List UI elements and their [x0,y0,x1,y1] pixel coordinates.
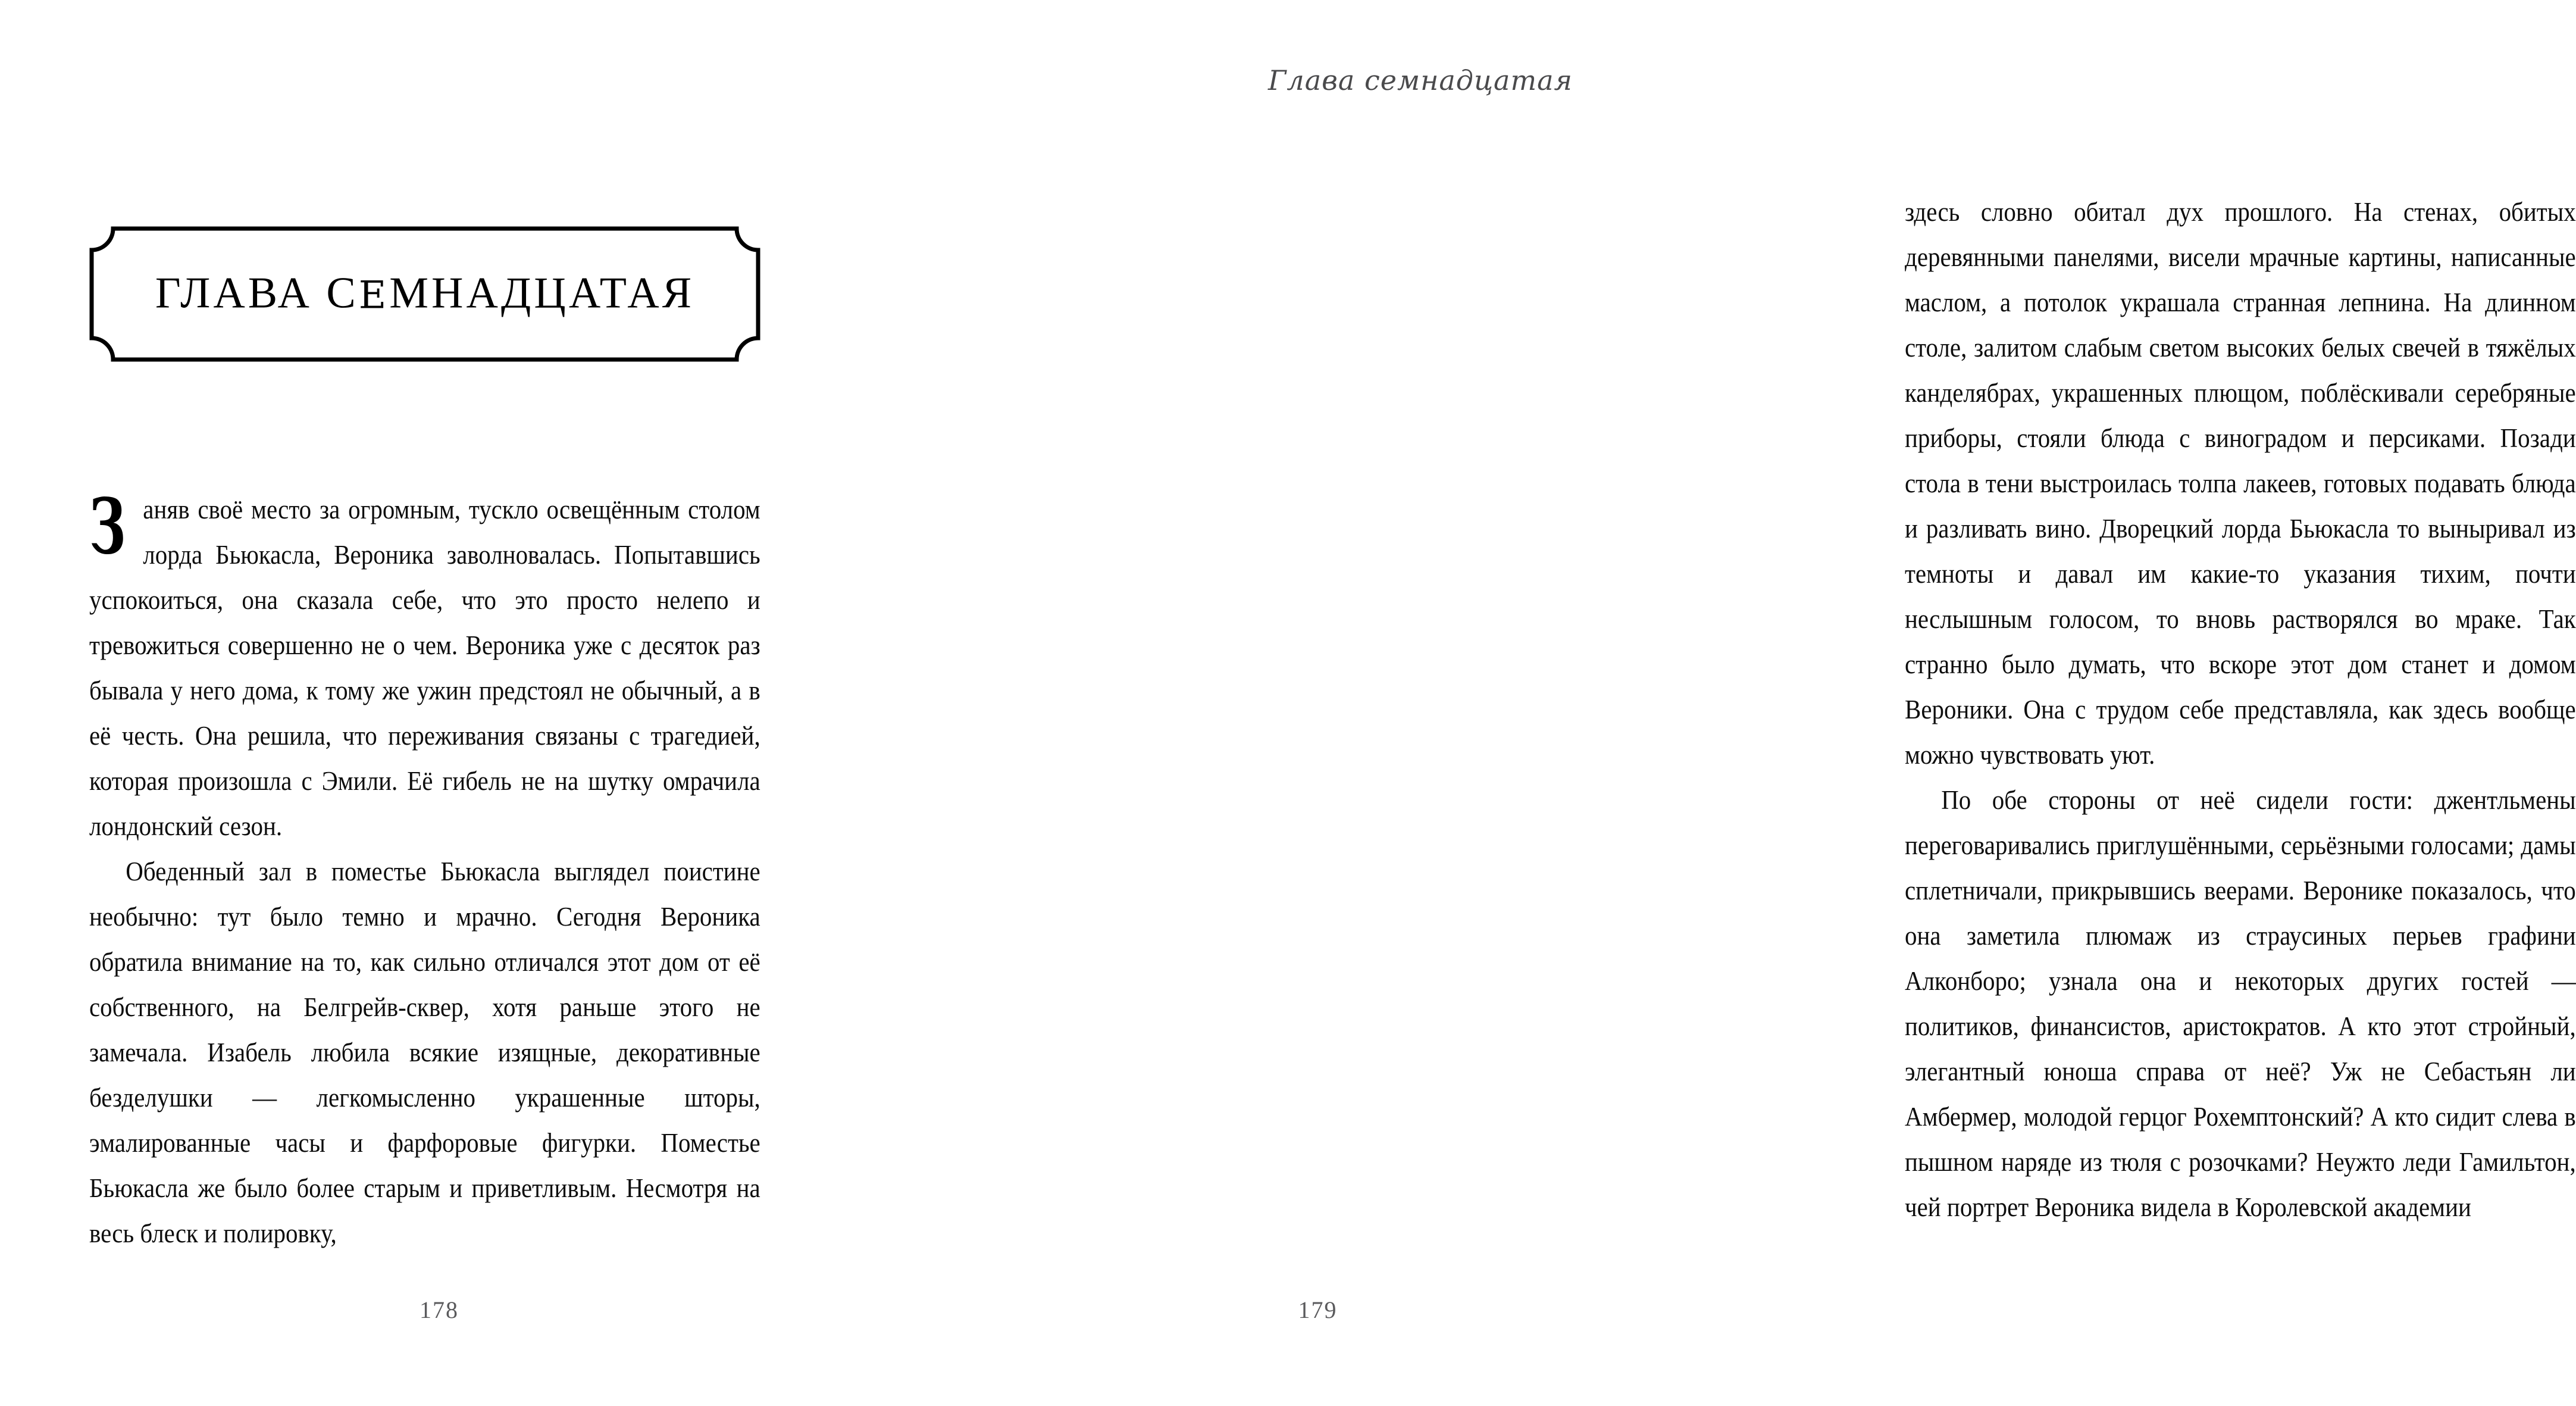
paragraph-text: здесь словно обитал дух прошлого. На стенах, обитых деревянными панелями, висели мрачные картины, написанные маслом, а потолок украшала странная лепнина. На длинном столе, залитом слабым светом высоких белых свечей в тяжёлых канделябрах, украшенных плющом, поблёскивали серебряные приборы, стояли блюда с виноградом и персиками. Позади стола в тени выстроилась толпа лакеев, готовых подавать блюда и разливать вино. Дворецкий лорда Бьюкасла то выныривал из темноты и давал им какие-то указания тихим, почти неслышным голосом, то вновь растворялся во мраке. Так странно было думать, что вскоре этот дом станет и домом Вероники. Она с трудом себе представляла, как здесь вообще можно чувствовать уют. [1905,196,2576,770]
paragraph-text: аняв своё место за огромным, тускло освещённым столом лорда Бьюкасла, Вероника заволновалась. Попытавшись успокоиться, она сказала себе, что это просто нелепо и тревожиться совершенно не о чем. Вероника уже с десяток раз бывала у него дома, к тому же ужин предстоял не обычный, а в её честь. Она решила, что переживания связаны с трагедией, которая произошла с Эмили. Её гибель не на шутку омрачила лондонский сезон. [89,494,760,841]
paragraph [89,482,760,849]
right-text-column [1905,189,2576,1230]
drop-cap: З [89,482,126,571]
running-head: Глава семнадцатая [1267,64,1573,96]
chapter-title-plate [89,226,760,362]
page-number-left: 178 [420,1296,459,1323]
paragraph [1905,189,2576,777]
left-page [0,0,878,1406]
paragraph-text: Обеденный зал в поместье Бьюкасла выглядел поистине необычно: тут было темно и мрачно. Сегодня Вероника обратила внимание на то, как сильно отличался этот дом от её собственного, на Белгрейв-сквер, хотя раньше этого не замечала. Изабель любила всякие изящные, декоративные безделушки — легкомысленно украшенные шторы, эмалированные часы и фарфоровые фигурки. Поместье Бьюкасла же было более старым и приветливым. Несмотря на весь блеск и полировку, [89,856,760,1248]
paragraph [1905,777,2576,1230]
paragraph-text: По обе стороны от неё сидели гости: джентльмены переговаривались приглушёнными, серьёзными голосами; дамы сплетничали, прикрывшись веерами. Веронике показалось, что она заметила плюмаж из страусиных перьев графини Алконборо; узнала она и некоторых других гостей — политиков, финансистов, аристократов. А кто этот стройный, элегантный юноша справа от неё? Уж не Себастьян ли Амбермер, молодой герцог Рохемптонский? А кто сидит слева в пышном наряде из тюля с розочками? Неужто леди Гамильтон, чей портрет Вероника видела в Королевской академии [1905,785,2576,1222]
chapter-title-part-1: ГЛАВА С [155,268,359,318]
chapter-title-swash-letter: Е [358,273,390,318]
paragraph [89,849,760,1256]
chapter-title-part-2: МНАДЦАТАЯ [389,268,695,318]
chapter-title [89,268,760,318]
right-page [878,0,2576,1406]
left-text-column [89,482,760,1256]
page-number-right: 179 [1298,1296,1338,1323]
